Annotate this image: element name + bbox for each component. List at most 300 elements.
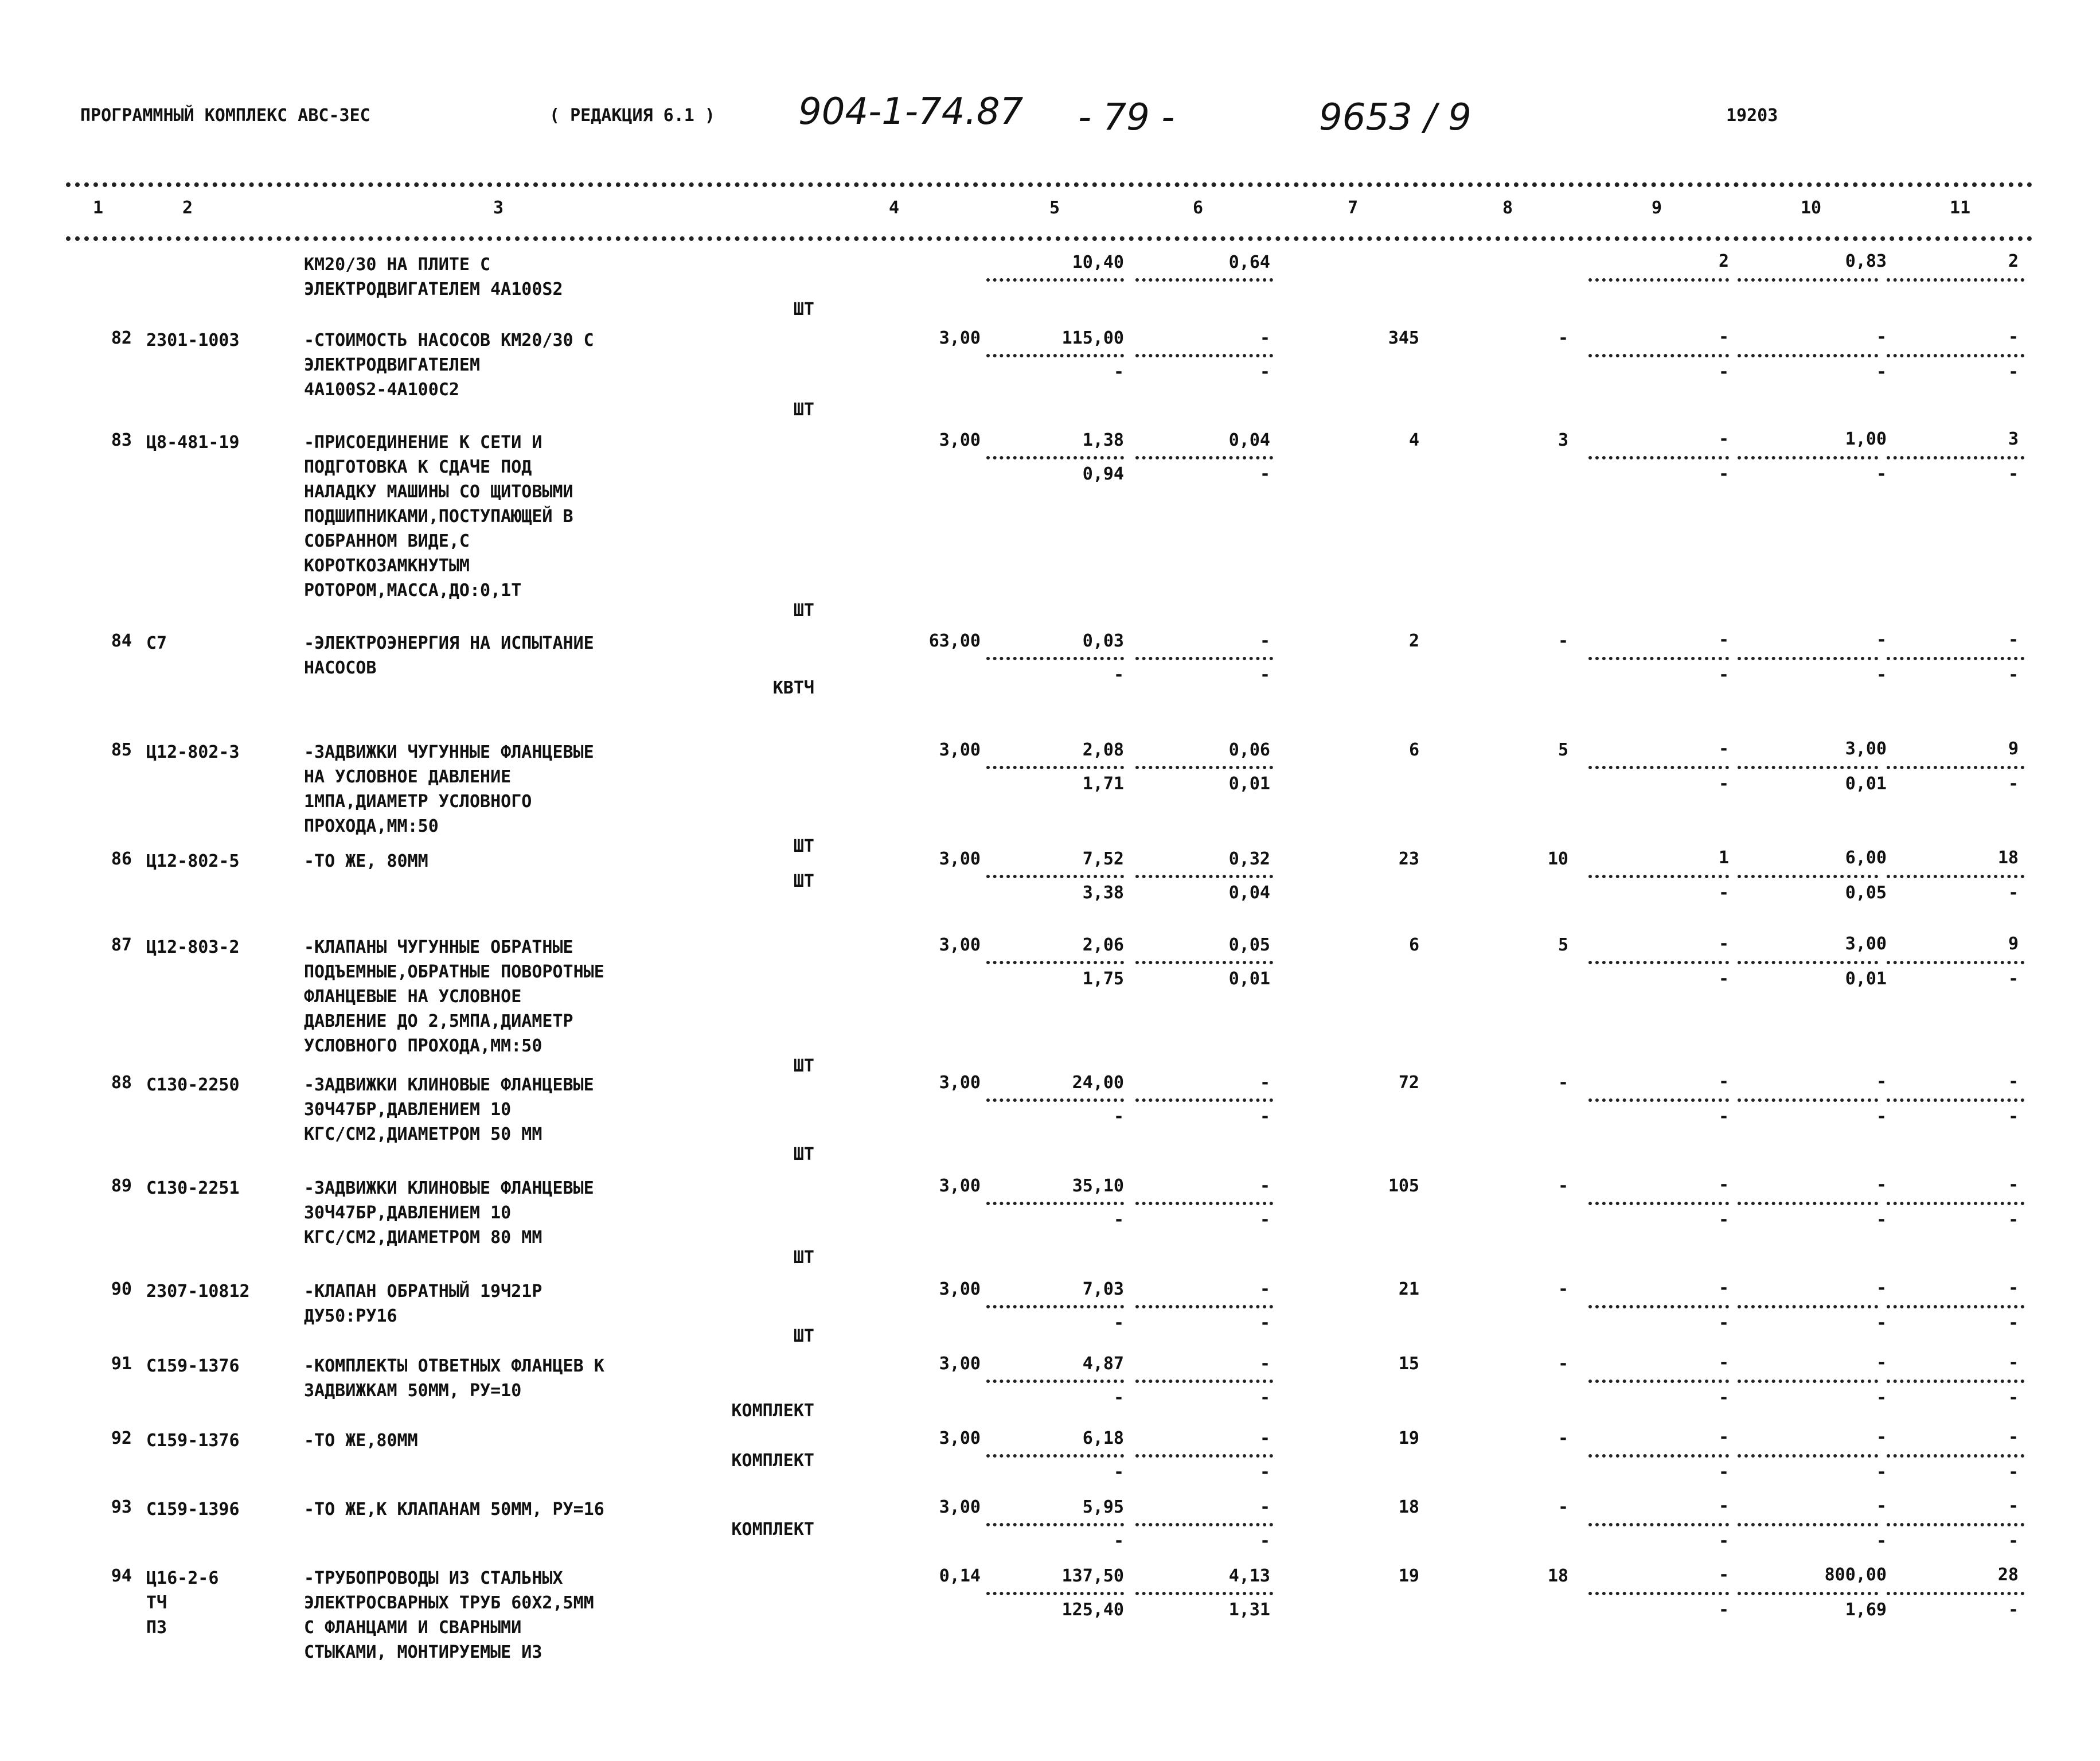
labor-value-10: - xyxy=(1876,1353,1887,1373)
item-code: С7 xyxy=(146,633,167,653)
total-wages: 10 xyxy=(1547,849,1568,869)
separator-dash xyxy=(1738,1305,1878,1308)
total-cost: 2 xyxy=(1408,631,1419,651)
separator-dash xyxy=(1135,1380,1273,1383)
separator-dash xyxy=(1588,1098,1729,1102)
machine-cost: - xyxy=(1113,1462,1124,1482)
total-cost: 21 xyxy=(1398,1279,1419,1299)
item-unit: ШТ xyxy=(793,299,814,320)
machine-wages: - xyxy=(1259,1531,1270,1551)
machine-wages: - xyxy=(1259,464,1270,484)
labor-value-11: - xyxy=(2008,1496,2019,1516)
labor-value-11: - xyxy=(2008,1175,2019,1195)
unit-cost-wages: - xyxy=(1259,1497,1270,1517)
separator-dash xyxy=(986,1454,1124,1458)
separator-dash xyxy=(986,354,1124,357)
item-unit: ШТ xyxy=(793,871,814,891)
separator-dash xyxy=(986,1592,1124,1595)
total-wages: - xyxy=(1558,1279,1568,1299)
item-description: -ЭЛЕКТРОЭНЕРГИЯ НА ИСПЫТАНИЕ НАСОСОВ xyxy=(304,633,594,678)
column-header-4: 4 xyxy=(889,198,900,218)
labor-sub-11: - xyxy=(2008,1210,2019,1230)
total-cost: 19 xyxy=(1398,1428,1419,1448)
labor-value-11: 3 xyxy=(2008,429,2019,449)
unit-cost-total: 7,52 xyxy=(1082,849,1124,869)
labor-value-11: - xyxy=(2008,327,2019,347)
unit-cost-total: 1,38 xyxy=(1082,430,1124,450)
total-cost: 18 xyxy=(1398,1497,1419,1517)
labor-sub-10: - xyxy=(1876,1107,1887,1127)
separator-dash xyxy=(986,1380,1124,1383)
separator-dash xyxy=(1887,1305,2024,1308)
quantity: 3,00 xyxy=(939,1176,981,1196)
quantity: 3,00 xyxy=(939,1073,981,1093)
labor-value-10: 1,00 xyxy=(1845,429,1887,449)
item-description: -КОМПЛЕКТЫ ОТВЕТНЫХ ФЛАНЦЕВ К ЗАДВИЖКАМ 50ММ, РУ=10 xyxy=(304,1356,604,1401)
labor-sub-11: - xyxy=(2008,1531,2019,1551)
item-unit: ШТ xyxy=(793,1326,814,1346)
item-unit: КОМПЛЕКТ xyxy=(731,1520,814,1540)
separator-dash xyxy=(1887,875,2024,878)
separator-dash xyxy=(1738,1380,1878,1383)
item-description: -ТРУБОПРОВОДЫ ИЗ СТАЛЬНЫХ ЭЛЕКТРОСВАРНЫХ ТРУБ 60Х2,5ММ С ФЛАНЦАМИ И СВАРНЫМИ СТЫКАМИ, МОНТИРУЕМЫЕ ИЗ xyxy=(304,1568,594,1662)
machine-cost: - xyxy=(1113,1107,1124,1127)
separator-dash xyxy=(1738,961,1878,964)
labor-sub-11: - xyxy=(2008,883,2019,903)
separator-dash xyxy=(986,1098,1124,1102)
separator-dash xyxy=(1738,1098,1878,1102)
labor-sub-9: - xyxy=(1718,362,1729,382)
total-wages: 5 xyxy=(1558,935,1568,955)
machine-cost: 0,94 xyxy=(1082,464,1124,484)
separator-dash xyxy=(1738,456,1878,459)
quantity: 3,00 xyxy=(939,849,981,869)
sheet-number: 9653 / 9 xyxy=(1319,96,1471,139)
separator-dash xyxy=(1135,766,1273,769)
unit-cost-wages: - xyxy=(1259,328,1270,348)
row-number: 92 xyxy=(111,1428,132,1448)
total-wages: 5 xyxy=(1558,740,1568,760)
separator-dash xyxy=(1887,1454,2024,1458)
separator-dash xyxy=(1738,875,1878,878)
row-number: 87 xyxy=(111,935,132,955)
separator-dash xyxy=(1135,1202,1273,1205)
column-header-8: 8 xyxy=(1502,198,1513,218)
total-cost: 6 xyxy=(1408,935,1419,955)
separator-dash xyxy=(1588,766,1729,769)
separator-dash xyxy=(1738,657,1878,660)
separator-dash xyxy=(1135,961,1273,964)
item-code: 2301-1003 xyxy=(146,330,240,350)
item-code: С159-1396 xyxy=(146,1499,240,1520)
total-cost: 19 xyxy=(1398,1566,1419,1586)
item-code: Ц12-803-2 xyxy=(146,937,240,957)
machine-wages: 1,31 xyxy=(1228,1600,1270,1620)
separator-dash xyxy=(1887,1380,2024,1383)
total-wages: - xyxy=(1558,1354,1568,1374)
unit-cost-wages: 0,32 xyxy=(1228,849,1270,869)
separator-dash xyxy=(1738,1592,1878,1595)
labor-value-11: 18 xyxy=(1997,848,2019,868)
item-code: С159-1376 xyxy=(146,1356,240,1376)
labor-sub-9: - xyxy=(1718,883,1729,903)
unit-cost-wages: 4,13 xyxy=(1228,1566,1270,1586)
item-unit: ШТ xyxy=(793,1056,814,1076)
labor-value-11: - xyxy=(2008,1353,2019,1373)
labor-sub-11: - xyxy=(2008,464,2019,484)
separator-dash xyxy=(1887,657,2024,660)
top-rule xyxy=(66,182,2033,187)
labor-value-9: 2 xyxy=(1718,251,1729,271)
quantity: 0,14 xyxy=(939,1566,981,1586)
machine-cost: - xyxy=(1113,1313,1124,1333)
separator-dash xyxy=(1887,456,2024,459)
labor-value-9: - xyxy=(1718,1175,1729,1195)
separator-dash xyxy=(1738,766,1878,769)
separator-dash xyxy=(986,1305,1124,1308)
machine-cost: 1,75 xyxy=(1082,969,1124,989)
labor-sub-9: - xyxy=(1718,665,1729,685)
row-number: 94 xyxy=(111,1566,132,1586)
item-unit: ШТ xyxy=(793,1248,814,1268)
separator-dash xyxy=(1588,1523,1729,1526)
labor-sub-10: 0,05 xyxy=(1845,883,1887,903)
item-unit: ШТ xyxy=(793,601,814,621)
unit-cost-total: 35,10 xyxy=(1072,1176,1124,1196)
separator-dash xyxy=(1887,1202,2024,1205)
item-unit: ШТ xyxy=(793,1144,814,1164)
labor-value-9: - xyxy=(1718,934,1729,954)
labor-sub-11: - xyxy=(2008,665,2019,685)
machine-wages: 0,04 xyxy=(1228,883,1270,903)
labor-sub-9: - xyxy=(1718,1388,1729,1408)
separator-dash xyxy=(1588,278,1729,282)
unit-cost-wages: 0,06 xyxy=(1228,740,1270,760)
separator-dash xyxy=(986,961,1124,964)
quantity: 3,00 xyxy=(939,328,981,348)
labor-sub-9: - xyxy=(1718,1600,1729,1620)
separator-dash xyxy=(986,278,1124,282)
machine-cost: 3,38 xyxy=(1082,883,1124,903)
item-code: С130-2250 xyxy=(146,1075,240,1095)
item-description: -ПРИСОЕДИНЕНИЕ К СЕТИ И ПОДГОТОВКА К СДАЧЕ ПОД НАЛАДКУ МАШИНЫ СО ЩИТОВЫМИ ПОДШИПНИКАМИ,ПОСТУПАЮЩЕЙ В СОБРАННОМ ВИДЕ,С КОРОТКОЗАМКНУТЫМ РОТОРОМ,МАССА,ДО:0,1Т xyxy=(304,433,573,601)
labor-value-9: - xyxy=(1718,1496,1729,1516)
labor-value-10: 0,83 xyxy=(1845,251,1887,271)
separator-dash xyxy=(1887,354,2024,357)
labor-sub-10: 1,69 xyxy=(1845,1600,1887,1620)
page-header xyxy=(0,91,2100,139)
item-description: -ЗАДВИЖКИ ЧУГУННЫЕ ФЛАНЦЕВЫЕ НА УСЛОВНОЕ ДАВЛЕНИЕ 1МПА,ДИАМЕТР УСЛОВНОГО ПРОХОДА,ММ:50 xyxy=(304,742,594,836)
labor-value-10: - xyxy=(1876,1175,1887,1195)
labor-sub-11: - xyxy=(2008,362,2019,382)
unit-cost-wages: - xyxy=(1259,1428,1270,1448)
unit-cost-wages: - xyxy=(1259,631,1270,651)
machine-wages: - xyxy=(1259,1107,1270,1127)
total-cost: 6 xyxy=(1408,740,1419,760)
machine-wages: - xyxy=(1259,1210,1270,1230)
unit-cost-wages: 0,05 xyxy=(1228,935,1270,955)
separator-dash xyxy=(986,766,1124,769)
labor-value-9: - xyxy=(1718,1565,1729,1585)
unit-cost-wages: - xyxy=(1259,1073,1270,1093)
total-wages: 18 xyxy=(1547,1566,1568,1586)
unit-cost-total: 6,18 xyxy=(1082,1428,1124,1448)
item-description: КМ20/30 НА ПЛИТЕ С ЭЛЕКТРОДВИГАТЕЛЕМ 4А100S2 xyxy=(304,255,563,299)
separator-dash xyxy=(1887,1098,2024,1102)
item-description: -КЛАПАНЫ ЧУГУННЫЕ ОБРАТНЫЕ ПОДЪЕМНЫЕ,ОБРАТНЫЕ ПОВОРОТНЫЕ ФЛАНЦЕВЫЕ НА УСЛОВНОЕ ДАВЛЕНИЕ ДО 2,5МПА,ДИАМЕТР УСЛОВНОГО ПРОХОДА,ММ:50 xyxy=(304,937,604,1056)
labor-sub-9: - xyxy=(1718,969,1729,989)
machine-wages: - xyxy=(1259,665,1270,685)
row-number: 86 xyxy=(111,849,132,869)
labor-sub-9: - xyxy=(1718,1462,1729,1482)
unit-cost-total: 2,06 xyxy=(1082,935,1124,955)
total-wages: - xyxy=(1558,1073,1568,1093)
item-code: Ц12-802-5 xyxy=(146,851,240,871)
item-unit: КОМПЛЕКТ xyxy=(731,1451,814,1471)
unit-cost-total: 0,03 xyxy=(1082,631,1124,651)
column-header-3: 3 xyxy=(493,198,504,218)
labor-sub-11: - xyxy=(2008,1107,2019,1127)
row-number: 90 xyxy=(111,1279,132,1299)
separator-dash xyxy=(1135,1454,1273,1458)
separator-dash xyxy=(1135,278,1273,282)
labor-sub-10: - xyxy=(1876,464,1887,484)
total-cost: 23 xyxy=(1398,849,1419,869)
separator-dash xyxy=(1588,456,1729,459)
item-code: С130-2251 xyxy=(146,1178,240,1198)
item-description: -ТО ЖЕ, 80ММ xyxy=(304,851,428,871)
labor-sub-9: - xyxy=(1718,1210,1729,1230)
quantity: 3,00 xyxy=(939,1354,981,1374)
machine-wages: - xyxy=(1259,1388,1270,1408)
unit-cost-wages: - xyxy=(1259,1354,1270,1374)
separator-dash xyxy=(1135,875,1273,878)
labor-value-9: - xyxy=(1718,327,1729,347)
separator-dash xyxy=(1887,278,2024,282)
item-unit: КВТЧ xyxy=(772,678,814,698)
machine-wages: 0,01 xyxy=(1228,774,1270,794)
machine-cost: - xyxy=(1113,1388,1124,1408)
row-number: 83 xyxy=(111,430,132,450)
labor-value-11: 9 xyxy=(2008,934,2019,954)
labor-value-9: - xyxy=(1718,1072,1729,1092)
separator-dash xyxy=(1135,1592,1273,1595)
column-header-5: 5 xyxy=(1049,198,1060,218)
item-description: -КЛАПАН ОБРАТНЫЙ 19Ч21Р ДУ50:РУ16 xyxy=(304,1281,542,1326)
total-cost: 72 xyxy=(1398,1073,1419,1093)
quantity: 3,00 xyxy=(939,740,981,760)
row-number: 91 xyxy=(111,1354,132,1374)
separator-dash xyxy=(1588,1380,1729,1383)
labor-value-10: - xyxy=(1876,1427,1887,1447)
total-cost: 345 xyxy=(1388,328,1419,348)
separator-dash xyxy=(986,456,1124,459)
separator-dash xyxy=(1588,354,1729,357)
separator-dash xyxy=(1738,278,1878,282)
item-description: -ТО ЖЕ,80ММ xyxy=(304,1431,418,1451)
labor-value-9: - xyxy=(1718,630,1729,650)
labor-value-9: 1 xyxy=(1718,848,1729,868)
item-description: -ЗАДВИЖКИ КЛИНОВЫЕ ФЛАНЦЕВЫЕ 30Ч47БР,ДАВЛЕНИЕМ 10 КГС/СМ2,ДИАМЕТРОМ 80 ММ xyxy=(304,1178,594,1248)
total-wages: - xyxy=(1558,1497,1568,1517)
unit-cost-total: 7,03 xyxy=(1082,1279,1124,1299)
separator-dash xyxy=(1588,875,1729,878)
labor-value-10: 800,00 xyxy=(1824,1565,1887,1585)
total-wages: 3 xyxy=(1558,430,1568,450)
row-number: 93 xyxy=(111,1497,132,1517)
separator-dash xyxy=(1738,354,1878,357)
labor-sub-9: - xyxy=(1718,464,1729,484)
labor-sub-10: - xyxy=(1876,1313,1887,1333)
machine-cost: - xyxy=(1113,1210,1124,1230)
item-code: С159-1376 xyxy=(146,1431,240,1451)
labor-value-9: - xyxy=(1718,1278,1729,1298)
document-number: 19203 xyxy=(1726,106,1778,126)
unit-cost-total: 4,87 xyxy=(1082,1354,1124,1374)
labor-value-10: - xyxy=(1876,630,1887,650)
separator-dash xyxy=(1588,1305,1729,1308)
separator-dash xyxy=(1887,766,2024,769)
column-header-row xyxy=(0,198,2100,227)
labor-value-10: - xyxy=(1876,1278,1887,1298)
labor-sub-10: - xyxy=(1876,1210,1887,1230)
separator-dash xyxy=(1135,1523,1273,1526)
separator-dash xyxy=(1887,1523,2024,1526)
labor-sub-11: - xyxy=(2008,1388,2019,1408)
separator-dash xyxy=(1135,456,1273,459)
separator-dash xyxy=(1887,961,2024,964)
unit-cost-total: 5,95 xyxy=(1082,1497,1124,1517)
page-number: - 79 - xyxy=(1078,96,1175,139)
total-wages: - xyxy=(1558,1428,1568,1448)
labor-value-9: - xyxy=(1718,1353,1729,1373)
unit-cost-total: 10,40 xyxy=(1072,252,1124,272)
separator-dash xyxy=(1135,657,1273,660)
labor-value-9: - xyxy=(1718,1427,1729,1447)
labor-value-11: 28 xyxy=(1997,1565,2019,1585)
row-number: 82 xyxy=(111,328,132,348)
labor-sub-10: 0,01 xyxy=(1845,969,1887,989)
labor-sub-11: - xyxy=(2008,774,2019,794)
labor-sub-11: - xyxy=(2008,969,2019,989)
separator-dash xyxy=(1135,1098,1273,1102)
quantity: 3,00 xyxy=(939,1428,981,1448)
machine-cost: 1,71 xyxy=(1082,774,1124,794)
labor-value-11: - xyxy=(2008,1072,2019,1092)
item-unit: КОМПЛЕКТ xyxy=(731,1401,814,1421)
separator-dash xyxy=(1135,354,1273,357)
quantity: 3,00 xyxy=(939,430,981,450)
program-name: ПРОГРАММНЫЙ КОМПЛЕКС АВС-ЗЕС xyxy=(80,106,370,126)
separator-dash xyxy=(1588,961,1729,964)
labor-value-11: 2 xyxy=(2008,251,2019,271)
machine-wages: - xyxy=(1259,1462,1270,1482)
column-header-10: 10 xyxy=(1801,198,1822,218)
separator-dash xyxy=(986,1202,1124,1205)
item-description: -ТО ЖЕ,К КЛАПАНАМ 50ММ, РУ=16 xyxy=(304,1499,604,1520)
unit-cost-wages: 0,64 xyxy=(1228,252,1270,272)
labor-sub-10: - xyxy=(1876,665,1887,685)
column-header-1: 1 xyxy=(93,198,104,218)
header-rule xyxy=(66,236,2033,241)
column-header-6: 6 xyxy=(1193,198,1204,218)
quantity: 3,00 xyxy=(939,935,981,955)
labor-value-10: - xyxy=(1876,1496,1887,1516)
separator-dash xyxy=(1588,1592,1729,1595)
machine-cost: - xyxy=(1113,665,1124,685)
unit-cost-wages: - xyxy=(1259,1279,1270,1299)
machine-wages: - xyxy=(1259,1313,1270,1333)
labor-value-11: 9 xyxy=(2008,739,2019,759)
separator-dash xyxy=(986,1523,1124,1526)
labor-sub-10: 0,01 xyxy=(1845,774,1887,794)
row-number: 88 xyxy=(111,1073,132,1093)
item-code: Ц12-802-3 xyxy=(146,742,240,762)
labor-sub-10: - xyxy=(1876,1388,1887,1408)
labor-sub-10: - xyxy=(1876,362,1887,382)
item-unit: ШТ xyxy=(793,400,814,420)
machine-cost: - xyxy=(1113,1531,1124,1551)
row-number: 84 xyxy=(111,631,132,651)
labor-value-11: - xyxy=(2008,1427,2019,1447)
labor-sub-9: - xyxy=(1718,1531,1729,1551)
labor-value-9: - xyxy=(1718,429,1729,449)
labor-sub-9: - xyxy=(1718,774,1729,794)
labor-sub-11: - xyxy=(2008,1313,2019,1333)
quantity: 3,00 xyxy=(939,1497,981,1517)
unit-cost-wages: 0,04 xyxy=(1228,430,1270,450)
item-code: Ц8-481-19 xyxy=(146,433,240,453)
machine-cost: - xyxy=(1113,362,1124,382)
unit-cost-total: 115,00 xyxy=(1061,328,1124,348)
row-number: 85 xyxy=(111,740,132,760)
unit-cost-total: 2,08 xyxy=(1082,740,1124,760)
labor-value-10: 3,00 xyxy=(1845,934,1887,954)
labor-value-11: - xyxy=(2008,1278,2019,1298)
item-code: 2307-10812 xyxy=(146,1281,250,1302)
labor-value-9: - xyxy=(1718,739,1729,759)
labor-value-11: - xyxy=(2008,630,2019,650)
total-wages: - xyxy=(1558,1176,1568,1196)
row-number: 89 xyxy=(111,1176,132,1196)
labor-sub-10: - xyxy=(1876,1462,1887,1482)
quantity: 3,00 xyxy=(939,1279,981,1299)
separator-dash xyxy=(1588,657,1729,660)
column-header-7: 7 xyxy=(1348,198,1359,218)
total-cost: 15 xyxy=(1398,1354,1419,1374)
labor-sub-11: - xyxy=(2008,1462,2019,1482)
separator-dash xyxy=(1738,1523,1878,1526)
total-wages: - xyxy=(1558,631,1568,651)
quantity: 63,00 xyxy=(928,631,981,651)
labor-sub-9: - xyxy=(1718,1313,1729,1333)
separator-dash xyxy=(1135,1305,1273,1308)
total-cost: 4 xyxy=(1408,430,1419,450)
separator-dash xyxy=(1887,1592,2024,1595)
labor-value-10: - xyxy=(1876,1072,1887,1092)
labor-value-10: 3,00 xyxy=(1845,739,1887,759)
labor-sub-10: - xyxy=(1876,1531,1887,1551)
separator-dash xyxy=(1738,1202,1878,1205)
edition-label: ( РЕДАКЦИЯ 6.1 ) xyxy=(549,106,715,126)
unit-cost-total: 24,00 xyxy=(1072,1073,1124,1093)
document-code: 904-1-74.87 xyxy=(798,91,1024,133)
labor-sub-11: - xyxy=(2008,1600,2019,1620)
total-wages: - xyxy=(1558,328,1568,348)
machine-wages: - xyxy=(1259,362,1270,382)
item-code: Ц16-2-6 ТЧ П3 xyxy=(146,1568,219,1638)
machine-cost: 125,40 xyxy=(1061,1600,1124,1620)
